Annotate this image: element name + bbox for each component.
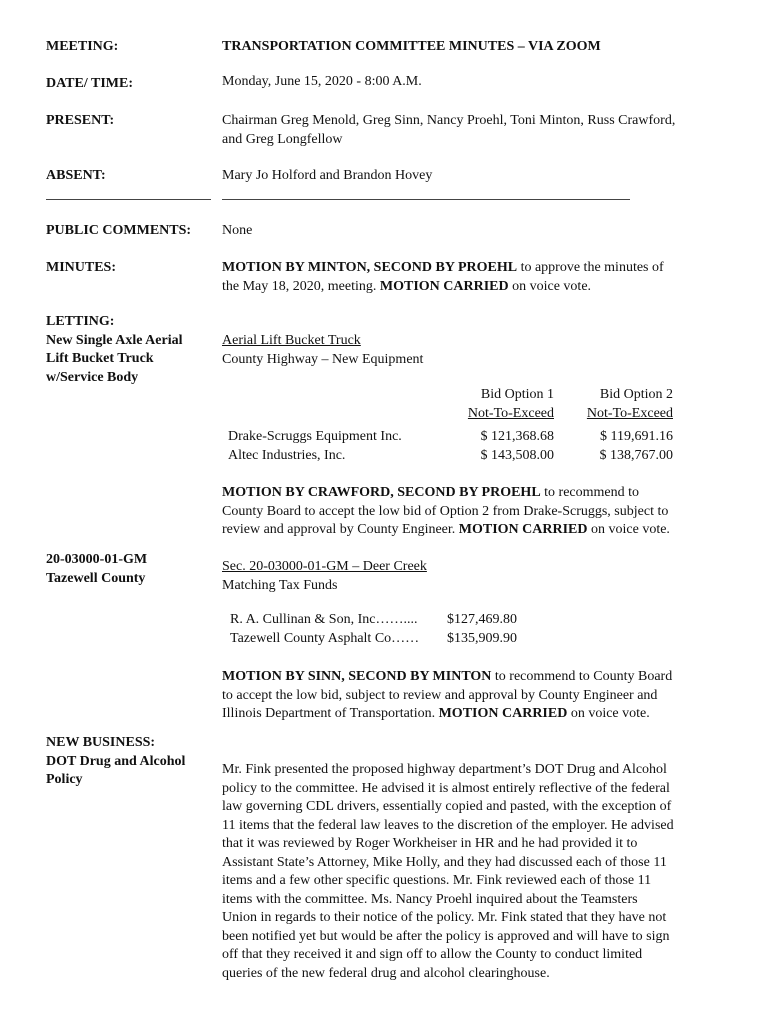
new-business-label-line-2: DOT Drug and Alcohol <box>46 753 186 769</box>
bidder-name: Altec Industries, Inc. <box>228 448 346 463</box>
table-row <box>230 611 550 630</box>
paragraph-line: items with the committee. Ms. Nancy Proehl inquired about the Teamsters <box>222 891 638 907</box>
deer-creek-label-line-2: Tazewell County <box>46 570 146 586</box>
letting-heading <box>222 332 722 369</box>
paragraph-line: Mr. Fink presented the proposed highway department’s DOT Drug and Alcohol <box>222 762 667 777</box>
bid-option-1-amount: $ 121,368.68 <box>480 429 554 444</box>
present-value <box>222 112 722 149</box>
paragraph-line: Assistant State’s Attorney, Mike Holly, and they had discussed each of those 11 <box>222 854 667 870</box>
minutes-motion-bold: MOTION BY MINTON, SECOND BY PROEHL <box>222 260 518 275</box>
present-label: PRESENT: <box>46 113 115 128</box>
bidder-name: Tazewell County Asphalt Co…… <box>230 631 420 646</box>
paragraph-line: off that they received it and sign off to allow the County to conduct limited <box>222 947 643 962</box>
deer-creek-motion <box>222 668 722 724</box>
bid-amount: $127,469.80 <box>447 612 517 627</box>
deer-creek-label-line-1: 20-03000-01-GM <box>46 552 148 567</box>
paragraph-line: law governing CDL drivers, essentially copied and pasted, with the exception of <box>222 799 672 814</box>
letting-text-2: County Board to accept the low bid of Option 2 from Drake-Scruggs, subject to <box>222 503 669 519</box>
letting-label-line-3: Lift Bucket Truck <box>46 351 154 366</box>
bid-option-1-header: Bid Option 1 <box>480 387 554 402</box>
letting-subtitle: County Highway – New Equipment <box>222 351 424 367</box>
deer-creek-title: Sec. 20-03000-01-GM – Deer Creek <box>222 559 427 574</box>
paragraph-line: been notified yet but would be after the policy is approved and will have to sign <box>222 928 670 944</box>
minutes-carried: MOTION CARRIED <box>379 278 509 294</box>
letting-label-line-2: New Single Axle Aerial <box>46 332 183 348</box>
bidder-name: Drake-Scruggs Equipment Inc. <box>228 429 402 444</box>
deer-creek-carried: MOTION CARRIED <box>438 706 568 721</box>
new-business-paragraph <box>222 761 727 983</box>
table-row <box>230 630 550 649</box>
bid-amount: $135,909.90 <box>447 631 517 646</box>
meeting-label: MEETING: <box>46 39 119 54</box>
present-line-1: Chairman Greg Menold, Greg Sinn, Nancy Proehl, Toni Minton, Russ Crawford, <box>222 113 676 128</box>
paragraph-line: items and a few other specific questions. Mr. Fink reviewed each of those 11 <box>222 873 652 888</box>
meeting-value: TRANSPORTATION COMMITTEE MINUTES – VIA ZOOM <box>222 39 601 54</box>
table-row <box>228 428 678 447</box>
new-business-label-line-3: Policy <box>46 772 83 787</box>
bid-option-1-amount: $ 143,508.00 <box>480 448 554 463</box>
letting-text-3: review and approval by County Engineer. <box>222 522 459 537</box>
minutes-motion <box>222 259 722 296</box>
paragraph-line: queries of the new federal drug and alcohol clearinghouse. <box>222 965 550 981</box>
deer-creek-label <box>46 551 147 588</box>
deer-creek-subtitle: Matching Tax Funds <box>222 577 338 593</box>
bidder-name: R. A. Cullinan & Son, Inc…….... <box>230 612 418 627</box>
letting-text-end: on voice vote. <box>587 522 670 537</box>
letting-motion <box>222 484 722 540</box>
table-row <box>228 447 678 466</box>
bid-option-2-amount: $ 138,767.00 <box>599 448 673 463</box>
date-value: Monday, June 15, 2020 - 8:00 A.M. <box>222 74 422 89</box>
absent-value: Mary Jo Holford and Brandon Hovey <box>222 168 433 183</box>
paragraph-line: policy to the committee. He advised it is almost entirely reflective of the federal <box>222 780 670 796</box>
letting-label-line-4: w/Service Body <box>46 369 139 385</box>
public-comments-value: None <box>222 223 253 238</box>
divider-left <box>46 199 211 200</box>
deer-creek-heading <box>222 558 722 595</box>
absent-label: ABSENT: <box>46 168 106 183</box>
minutes-text-1: to approve the minutes of <box>517 260 664 275</box>
letting-motion-bold: MOTION BY CRAWFORD, SECOND BY PROEHL <box>222 485 541 500</box>
bid-option-2-subheader: Not-To-Exceed <box>586 406 673 421</box>
new-business-label-line-1: NEW BUSINESS: <box>46 735 156 750</box>
letting-carried: MOTION CARRIED <box>458 522 588 537</box>
bid-option-2-amount: $ 119,691.16 <box>600 429 673 444</box>
paragraph-line: that it was reviewed by Roger Workheiser in HR and he had provided it to <box>222 836 638 851</box>
deer-creek-text-2: to accept the low bid, subject to review and approval by County Engineer and <box>222 687 658 703</box>
present-line-2: and Greg Longfellow <box>222 131 343 147</box>
date-label: DATE/ TIME: <box>46 76 133 91</box>
deer-creek-text-1: to recommend to County Board <box>491 669 673 684</box>
letting-label-line-1: LETTING: <box>46 314 115 329</box>
paragraph-line: 11 items that the federal law leaves to the discretion of the employer. He advised <box>222 817 674 833</box>
minutes-text-2: the May 18, 2020, meeting. <box>222 278 380 294</box>
deer-creek-text-3: Illinois Department of Transportation. <box>222 706 439 721</box>
paragraph-line: Union in regards to their notice of the policy. Mr. Fink stated that they have not <box>222 910 667 925</box>
public-comments-label: PUBLIC COMMENTS: <box>46 223 192 238</box>
divider-right <box>222 199 630 200</box>
minutes-label: MINUTES: <box>46 260 117 275</box>
letting-label <box>46 313 183 387</box>
bid-option-2-header: Bid Option 2 <box>599 387 673 402</box>
letting-title: Aerial Lift Bucket Truck <box>222 333 361 348</box>
deer-creek-motion-bold: MOTION BY SINN, SECOND BY MINTON <box>222 669 492 684</box>
bid-option-1-subheader: Not-To-Exceed <box>467 406 554 421</box>
letting-text-1: to recommend to <box>540 485 640 500</box>
new-business-label <box>46 734 185 790</box>
deer-creek-text-end: on voice vote. <box>567 706 650 721</box>
minutes-text-3: on voice vote. <box>508 278 592 294</box>
